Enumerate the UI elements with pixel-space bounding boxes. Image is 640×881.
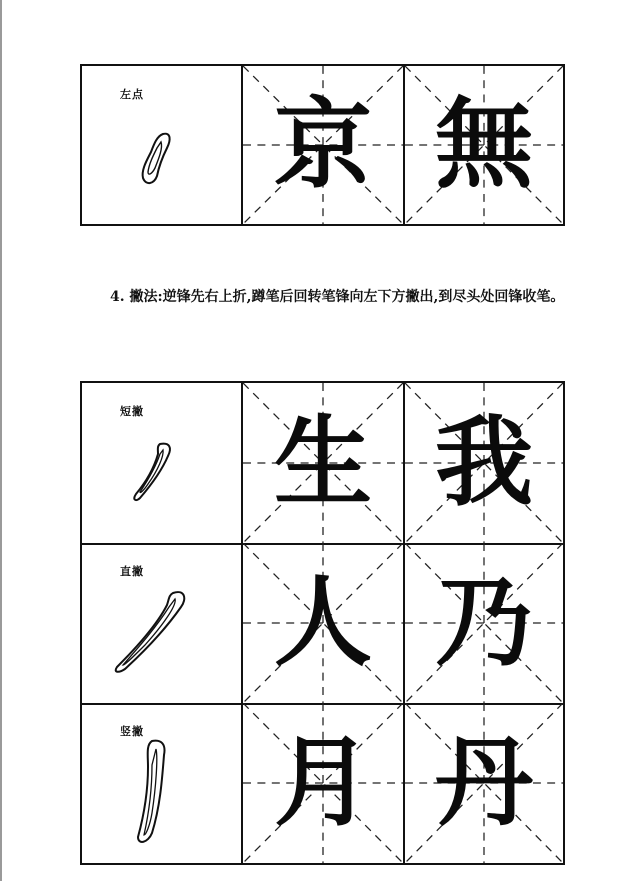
left-dot-stroke-icon xyxy=(137,126,187,196)
stroke-label: 左点 xyxy=(120,88,144,101)
stroke-row xyxy=(82,383,563,545)
practice-grid-cell xyxy=(405,543,563,703)
stroke-table-left-dot xyxy=(80,64,565,226)
model-character: 乃 xyxy=(434,565,533,680)
model-character: 生 xyxy=(273,405,372,520)
straight-pie-stroke-icon xyxy=(107,585,192,680)
practice-grid-cell xyxy=(405,383,563,543)
practice-grid-cell xyxy=(405,66,563,224)
page-edge xyxy=(0,0,2,881)
model-character: 京 xyxy=(273,87,372,202)
stroke-sample-cell xyxy=(82,66,243,224)
model-character: 人 xyxy=(273,565,372,680)
practice-grid-cell xyxy=(243,383,405,543)
stroke-sample-cell xyxy=(82,383,243,543)
model-character: 丹 xyxy=(434,725,533,840)
stroke-label: 短撇 xyxy=(120,405,144,418)
model-character: 無 xyxy=(434,87,533,202)
stroke-label: 竖撇 xyxy=(120,725,144,738)
practice-grid-cell xyxy=(405,703,563,863)
stroke-table-pie xyxy=(80,381,565,865)
stroke-row xyxy=(82,703,563,863)
practice-grid-cell xyxy=(243,703,405,863)
stroke-row xyxy=(82,66,563,224)
stroke-label: 直撇 xyxy=(120,565,144,578)
technique-paragraph: 4. 撇法:逆锋先右上折,蹲笔后回转笔锋向左下方撇出,到尽头处回锋收笔。 xyxy=(110,289,565,305)
practice-grid-cell xyxy=(243,543,405,703)
vertical-pie-stroke-icon xyxy=(130,737,180,849)
practice-grid-cell xyxy=(243,66,405,224)
stroke-row xyxy=(82,543,563,705)
short-pie-stroke-icon xyxy=(130,438,180,508)
model-character: 我 xyxy=(434,405,533,520)
stroke-sample-cell xyxy=(82,703,243,863)
stroke-sample-cell xyxy=(82,543,243,703)
model-character: 月 xyxy=(273,725,372,840)
